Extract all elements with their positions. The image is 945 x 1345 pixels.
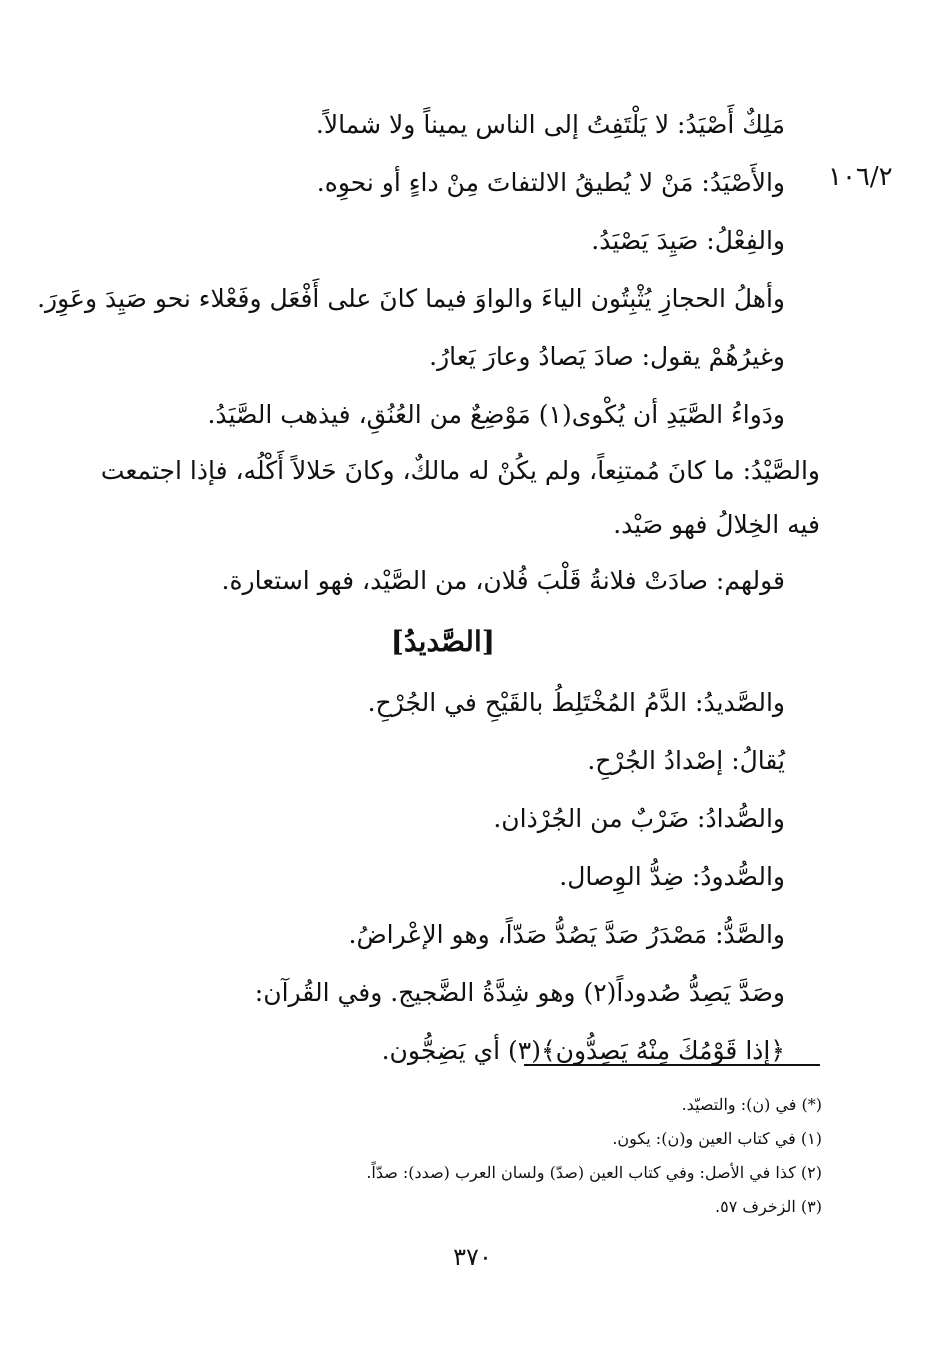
text-line: ودَواءُ الصَّيَدِ أن يُكْوى(١) مَوْضِعٌ من العُنُقِ، فيذهب الصَّيَدُ. (207, 400, 785, 429)
margin-reference: ١٠٦/٢ (828, 162, 893, 192)
footnotes (122, 1088, 822, 1224)
footnote: (١) في كتاب العين و(ن): يكون. (612, 1129, 822, 1148)
text-line: وأهلُ الحجازِ يُثْبِتُون الياءَ والواوَ فيما كانَ على أَفْعَل وفَعْلاء نحو صَيِدَ وعَوِرَ. (37, 284, 785, 313)
page-number: ٣٧٠ (453, 1243, 492, 1271)
footnote: (٢) كذا في الأصل: وفي كتاب العين (صدّ) ولسان العرب (صدد): صدّاً. (366, 1163, 822, 1182)
text-line: مَلِكٌ أَصْيَدُ: لا يَلْتَفِتُ إلى الناس يميناً ولا شمالاً. (315, 110, 785, 139)
text-line: والصُّدودُ: ضِدُّ الوِصال. (559, 862, 785, 891)
text-line: والفِعْلُ: صَيِدَ يَصْيَدُ. (591, 226, 785, 255)
text-line: والصَّدُّ: مَصْدَرُ صَدَّ يَصُدُّ صَدّاً، وهو الإعْراضُ. (348, 920, 785, 949)
text-line: وصَدَّ يَصِدُّ صُدوداً(٢) وهو شِدَّةُ الضَّجيج. وفي القُرآن: (254, 978, 785, 1007)
wrapped-paragraph: والصَّيْدُ: ما كانَ مُمتنِعاً، ولم يكُنْ له مالكٌ، وكانَ حَلالاً أَكْلُه، فإذا اجتمعت فيه الخِلالُ فهو صَيْد. (100, 456, 820, 539)
text-line: والصَّديدُ: الدَّمُ المُخْتَلِطُ بالقَيْحِ في الجُرْحِ. (367, 688, 785, 717)
main-text (37, 96, 820, 1080)
text-line: والصُّدادُ: ضَرْبٌ من الجُرْذان. (493, 804, 785, 833)
entry-heading: [الصَّديدُ] (390, 625, 495, 658)
text-line: ﴿إذا قَوْمُكَ مِنْهُ يَصِدُّون﴾(٣) أي يَضِجُّون. (381, 1036, 785, 1065)
footnote: (٣) الزخرف ٥٧. (715, 1197, 822, 1216)
footnote-divider (524, 1064, 820, 1066)
text-line: وغيرُهُمْ يقول: صادَ يَصادُ وعارَ يَعارُ. (429, 342, 785, 371)
footnote: (*) في (ن): والتصيّد. (681, 1095, 822, 1114)
text-line: يُقالُ: إصْدادُ الجُرْحِ. (587, 746, 785, 775)
text-line: والأَصْيَدُ: مَنْ لا يُطيقُ الالتفاتَ مِنْ داءٍ أو نحوِه. (316, 168, 785, 197)
text-line: قولهم: صادَتْ فلانةُ قَلْبَ فُلان، من الصَّيْد، فهو استعارة. (221, 566, 785, 595)
